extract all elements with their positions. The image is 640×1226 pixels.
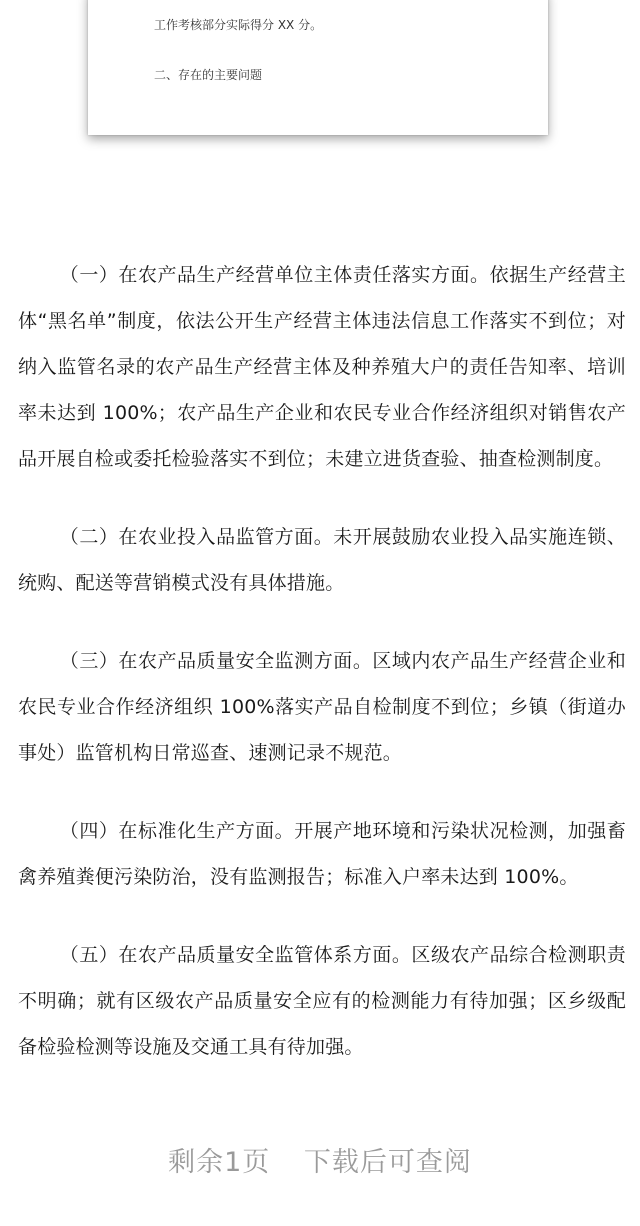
paragraph-2: （二）在农业投入品监管方面。未开展鼓励农业投入品实施连锁、统购、配送等营销模式没有具体措施。 [18,526,626,594]
paragraph-5: （五）在农产品质量安全监管体系方面。区级农产品综合检测职责不明确；就有区级农产品质量安全应有的检测能力有待加强；区乡级配备检验检测等设施及交通工具有待加强。 [18,944,626,1058]
preview-section-heading: 二、存在的主要问题 [154,68,263,82]
document-body [18,252,626,1102]
paragraph-3: （三）在农产品质量安全监测方面。区域内农产品生产经营企业和农民专业合作经济组织 100%落实产品自检制度不到位；乡镇（街道办事处）监管机构日常巡查、速测记录不规范。 [18,650,626,764]
remaining-pages-notice[interactable] [0,1140,640,1179]
preview-text-line: 工作考核部分实际得分 XX 分。 [154,18,323,32]
download-to-view-label: 下载后可查阅 [303,1147,472,1178]
remaining-pages-label: 剩余1页 [168,1147,271,1178]
paragraph-4: （四）在标准化生产方面。开展产地环境和污染状况检测，加强畜禽养殖粪便污染防治，没有监测报告；标准入户率未达到 100%。 [18,820,626,888]
page-preview-card [88,0,548,135]
paragraph-1: （一）在农产品生产经营单位主体责任落实方面。依据生产经营主体“黑名单”制度，依法公开生产经营主体违法信息工作落实不到位；对纳入监管名录的农产品生产经营主体及种养殖大户的责任告知率、培训率未达到 100%；农产品生产企业和农民专业合作经济组织对销售农产品开展自检或委托检验落实不到位；未建立进货查验、抽查检测制度。 [18,264,626,470]
